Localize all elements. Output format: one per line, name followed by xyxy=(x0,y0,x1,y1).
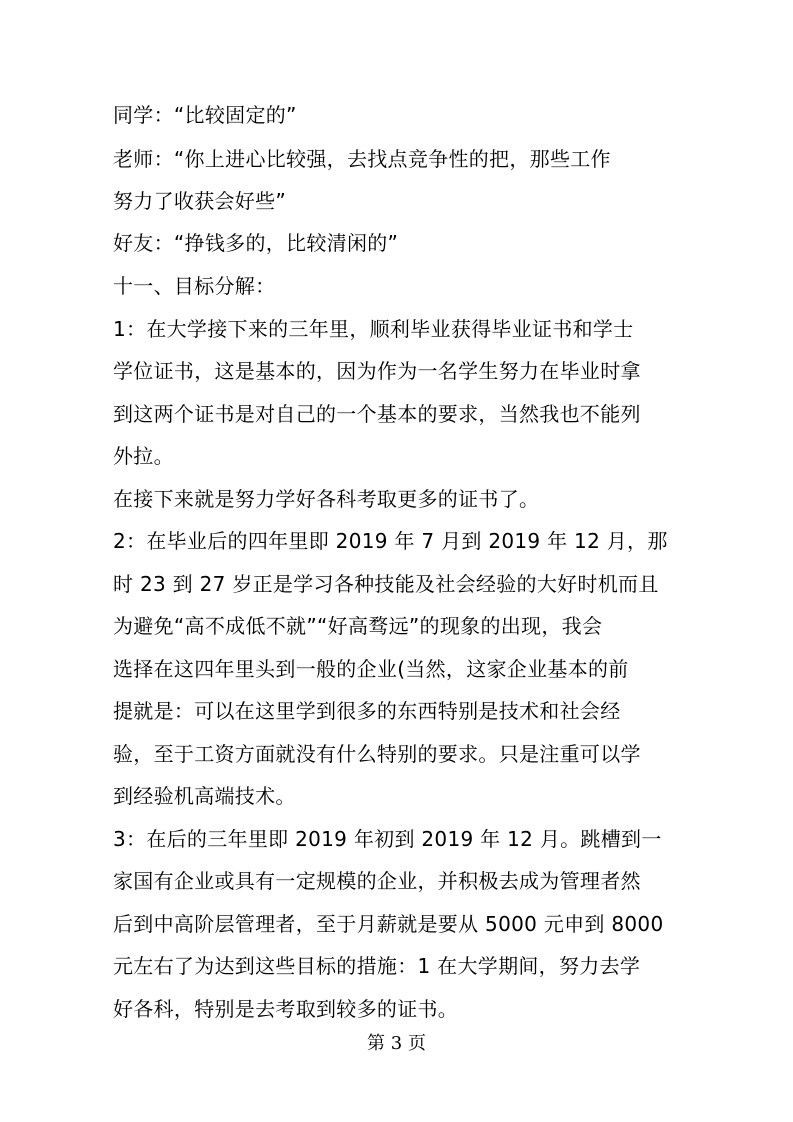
text-line: 学位证书，这是基本的，因为作为一名学生努力在毕业时拿 xyxy=(113,359,641,383)
text-line: 1：在大学接下来的三年里，顺利毕业获得毕业证书和学士 xyxy=(113,317,634,341)
text-line: 努力了收获会好些” xyxy=(113,189,287,213)
page-number: 第 3 页 xyxy=(367,1033,426,1054)
text-line: 验，至于工资方面就没有什么特别的要求。只是注重可以学 xyxy=(113,742,641,766)
text-line: 同学：“比较固定的” xyxy=(113,103,297,127)
text-line: 外拉。 xyxy=(113,444,174,468)
text-line: 提就是：可以在这里学到很多的东西特别是技术和社会经 xyxy=(113,699,621,723)
text-line: 2：在毕业后的四年里即 2019 年 7 月到 2019 年 12 月，那 xyxy=(113,529,668,553)
text-line: 为避免“高不成低不就”“好高骛远”的现象的出现，我会 xyxy=(113,614,603,638)
text-line: 家国有企业或具有一定规模的企业，并积极去成为管理者然 xyxy=(113,869,641,893)
text-line: 选择在这四年里头到一般的企业(当然，这家企业基本的前 xyxy=(113,657,629,681)
text-line: 好各科，特别是去考取到较多的证书。 xyxy=(113,997,459,1021)
section-heading: 十一、目标分解： xyxy=(113,274,276,298)
text-line: 好友：“挣钱多的，比较清闲的” xyxy=(113,231,399,255)
text-line: 到经验机高端技术。 xyxy=(113,784,296,808)
text-line: 在接下来就是努力学好各科考取更多的证书了。 xyxy=(113,487,540,511)
text-line: 到这两个证书是对自己的一个基本的要求，当然我也不能列 xyxy=(113,402,641,426)
text-line: 后到中高阶层管理者，至于月薪就是要从 5000 元申到 8000 xyxy=(113,912,664,936)
text-line: 元左右了为达到这些目标的措施：1 在大学期间，努力去学 xyxy=(113,954,641,978)
text-line: 老师：“你上进心比较强，去找点竞争性的把，那些工作 xyxy=(113,147,611,171)
text-line: 3：在后的三年里即 2019 年初到 2019 年 12 月。跳槽到一 xyxy=(113,827,662,851)
text-line: 时 23 到 27 岁正是学习各种技能及社会经验的大好时机而且 xyxy=(113,572,659,596)
